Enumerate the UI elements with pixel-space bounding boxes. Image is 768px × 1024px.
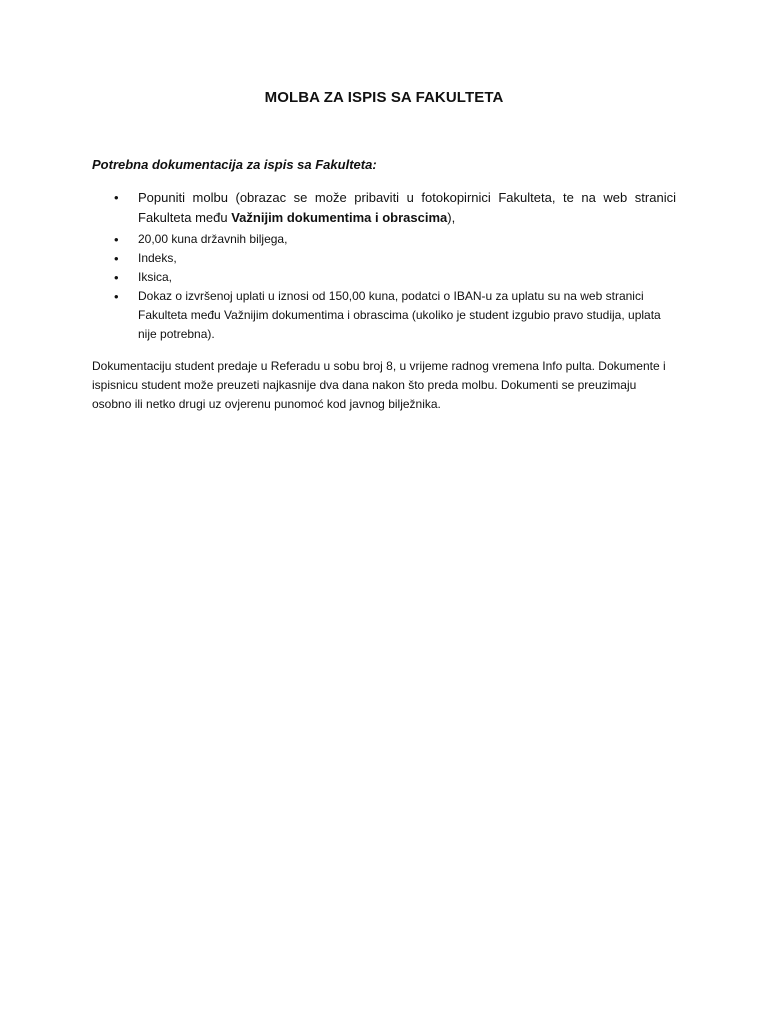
- bullet-icon: •: [114, 232, 119, 247]
- list-item: [92, 287, 676, 344]
- bullet-icon: •: [114, 270, 119, 285]
- document-title: MOLBA ZA ISPIS SA FAKULTETA: [264, 89, 504, 106]
- bullet-icon: •: [114, 190, 119, 205]
- list-item-text: Indeks,: [138, 251, 177, 265]
- list-item-text: Iksica,: [138, 270, 173, 284]
- list-item: [92, 188, 676, 228]
- list-item-emphasis: Važnijim dokumentima i obrascima: [231, 210, 448, 225]
- list-item-text: 20,00 kuna državnih biljega,: [138, 232, 288, 246]
- list-item: [92, 230, 676, 249]
- list-item-text-end: ),: [447, 210, 456, 225]
- bullet-icon: •: [114, 251, 119, 266]
- submission-instructions: Dokumentaciju student predaje u Referadu u sobu broj 8, u vrijeme radnog vremena Info pulta. Dokumente i ispisnicu student može preuzeti najkasnije dva dana nakon što preda molbu. Dokumenti se preuzimaju osobno ili netko drugi uz ovjerenu punomoć kod javnog bilježnika.: [92, 359, 666, 411]
- document-subtitle: Potrebna dokumentacija za ispis sa Fakulteta:: [92, 157, 377, 172]
- list-item: [92, 249, 676, 268]
- bullet-icon: •: [114, 289, 119, 304]
- list-item: [92, 268, 676, 287]
- list-item-text: Popuniti molbu (obrazac se može pribaviti u fotokopirnici Fakulteta, te na web stranici Fakulteta među: [138, 190, 676, 225]
- required-documents-list: [92, 188, 676, 344]
- list-item-text: Dokaz o izvršenoj uplati u iznosi od 150,00 kuna, podatci o IBAN-u za uplatu su na web stranici Fakulteta među Važnijim dokumentima i obrascima (ukoliko je student izgubio pravo studija, uplata nije potrebna).: [138, 289, 661, 341]
